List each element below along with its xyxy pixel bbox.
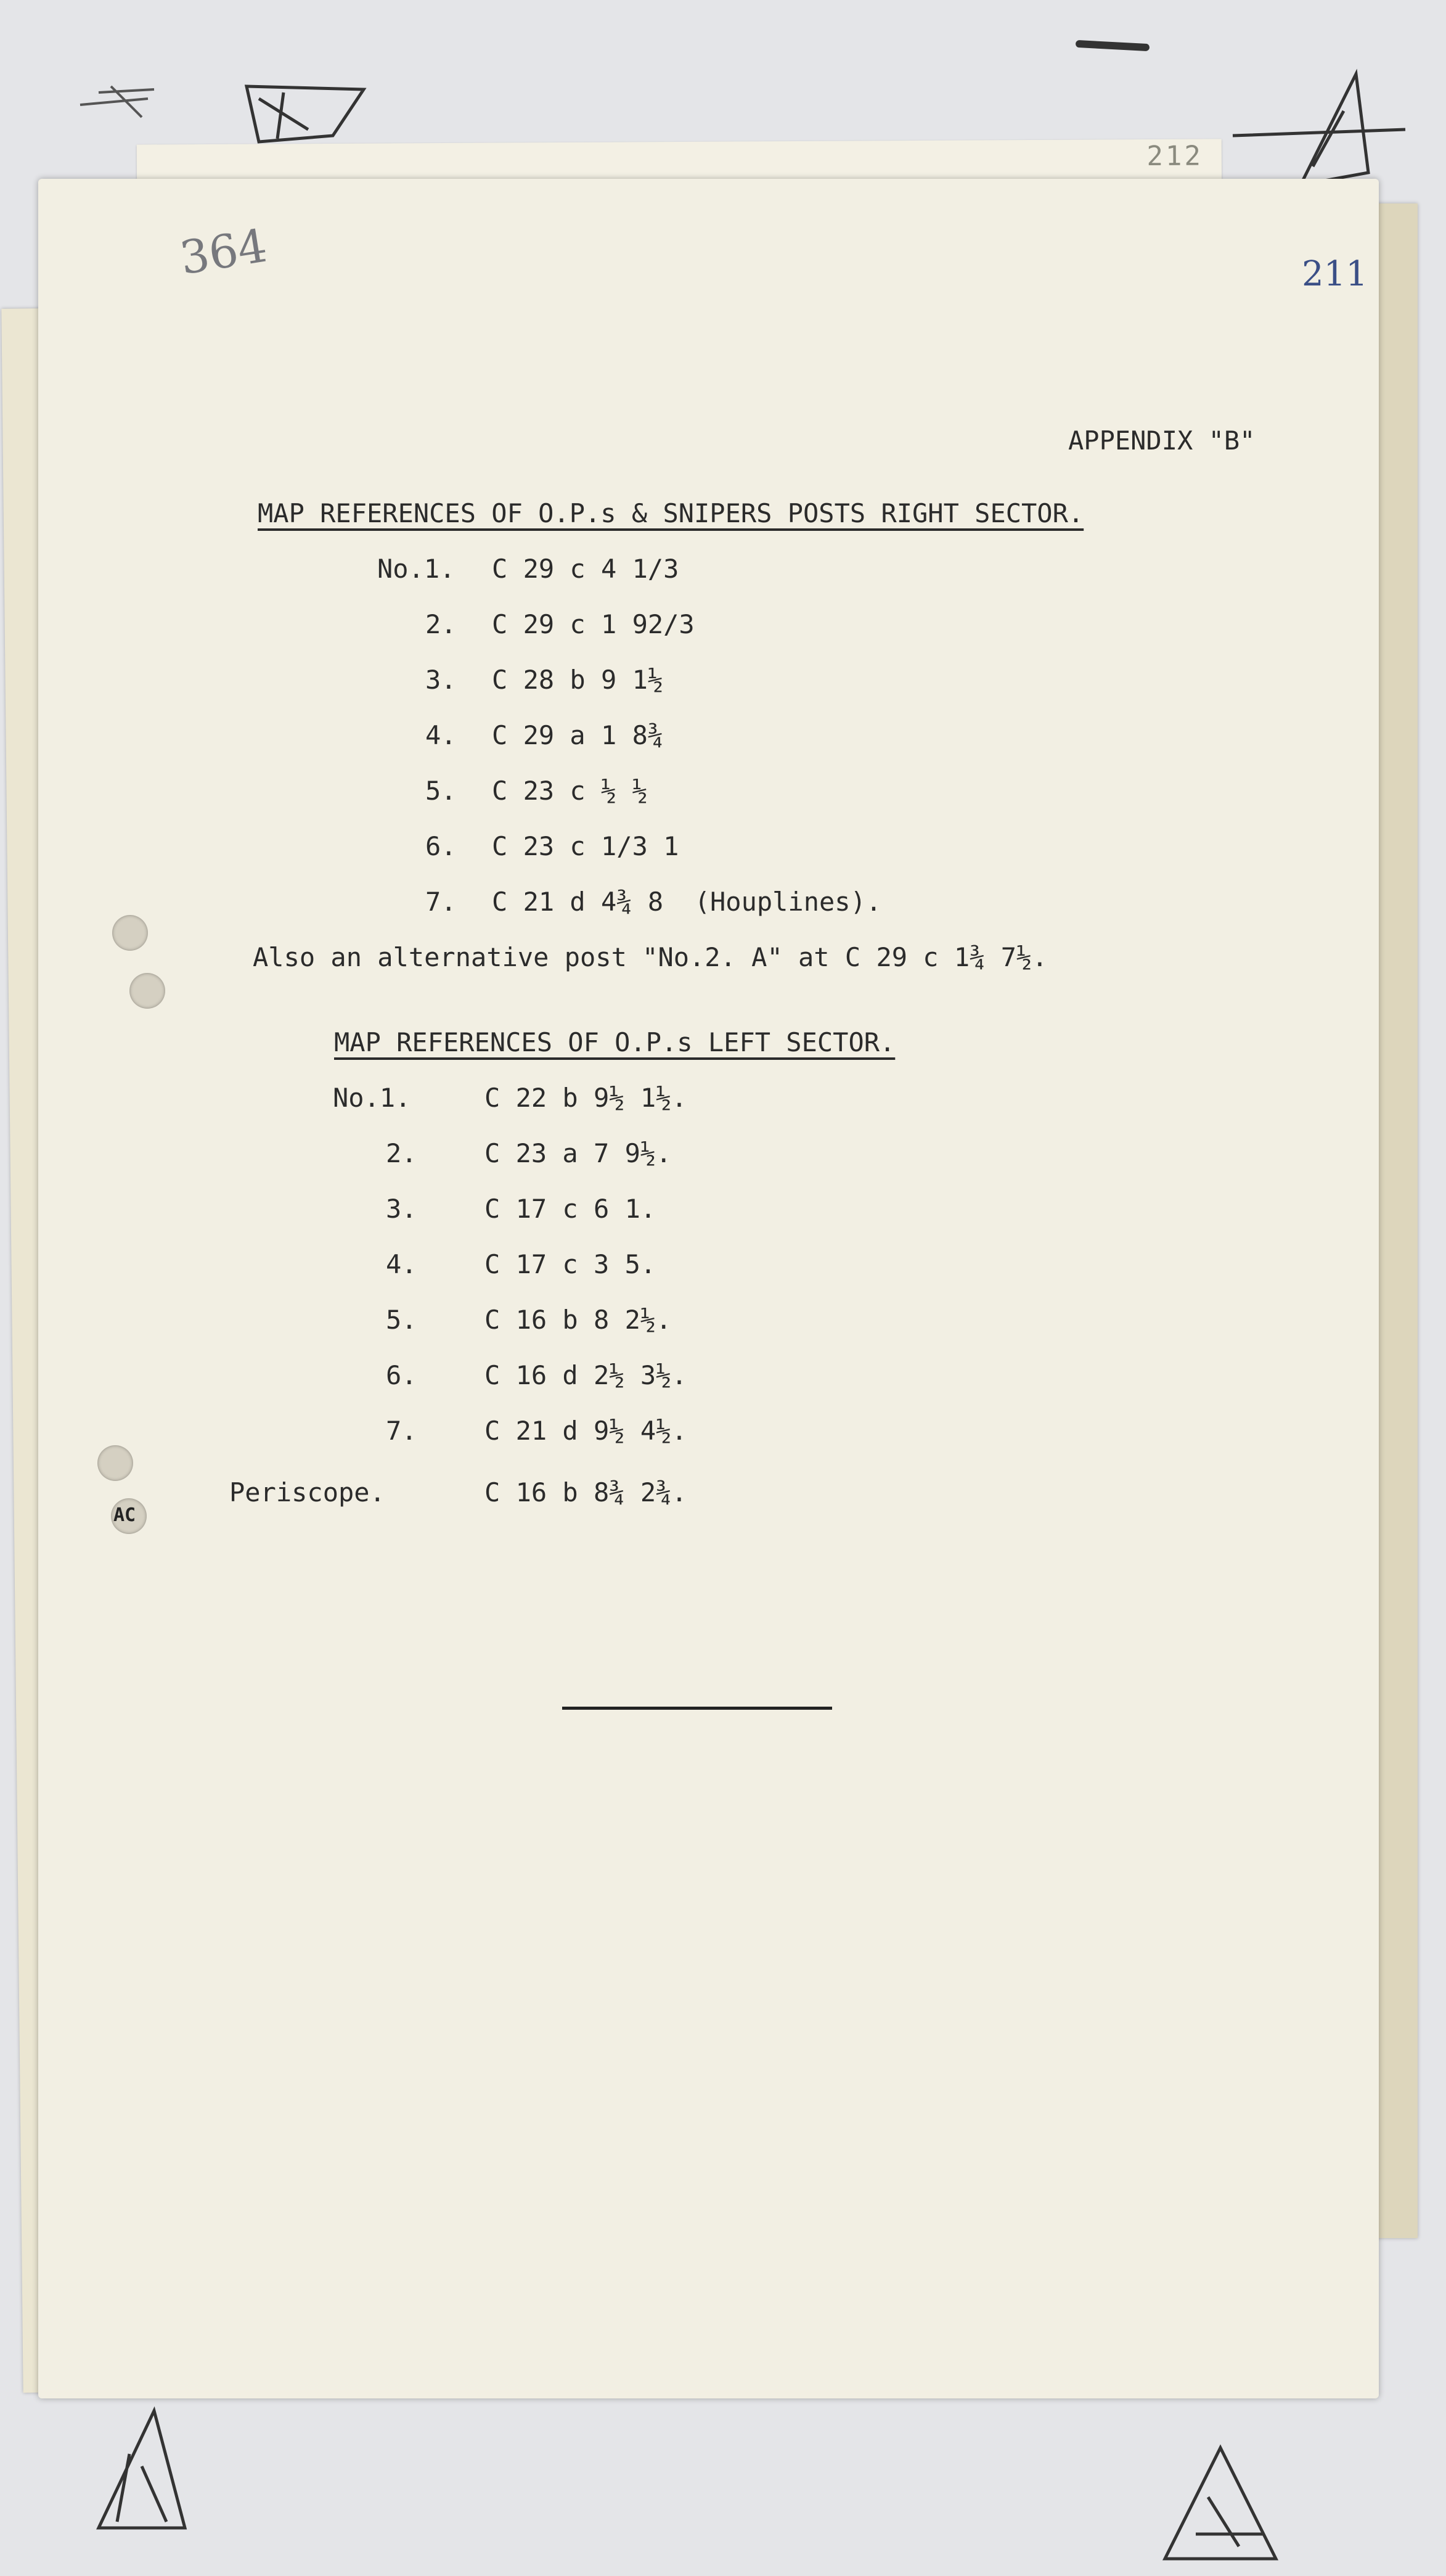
right-row-7-ref: C 21 d 4¾ 8 (Houplines). <box>492 887 882 917</box>
left-row-7-num: 7. <box>386 1416 417 1446</box>
pencil-sketch-bottom-right <box>1140 2423 1325 2571</box>
hole-mark-text: AC <box>113 1504 136 1526</box>
pencil-folio-number: 364 <box>176 219 271 285</box>
right-row-2-ref: C 29 c 1 92/3 <box>492 609 695 639</box>
left-row-5-num: 5. <box>386 1305 417 1335</box>
right-sector-note: Also an alternative post "No.2. A" at C 29 c 1¾ 7½. <box>253 942 1048 972</box>
punch-hole-2 <box>129 973 165 1009</box>
right-row-4-num: 4. <box>425 720 457 750</box>
left-row-1-ref: C 22 b 9½ 1½. <box>484 1083 687 1113</box>
left-row-3-ref: C 17 c 6 1. <box>484 1194 656 1224</box>
right-row-2-num: 2. <box>425 609 457 639</box>
tab-folio-number: 212 <box>1146 140 1204 173</box>
left-row-periscope-num: Periscope. <box>229 1477 385 1507</box>
pencil-sketch-top-left <box>74 62 382 154</box>
right-row-5-num: 5. <box>425 776 457 806</box>
left-row-2-num: 2. <box>386 1138 417 1168</box>
right-row-7-num: 7. <box>425 887 457 917</box>
right-sector-heading: MAP REFERENCES OF O.P.s & SNIPERS POSTS RIGHT SECTOR. <box>258 498 1084 528</box>
right-row-3-num: 3. <box>425 665 457 695</box>
stamped-folio-number: 211 <box>1302 254 1368 294</box>
left-row-7-ref: C 21 d 9½ 4½. <box>484 1416 687 1446</box>
right-row-1-ref: C 29 c 4 1/3 <box>492 554 679 584</box>
left-row-4-num: 4. <box>386 1249 417 1279</box>
left-row-4-ref: C 17 c 3 5. <box>484 1249 656 1279</box>
right-row-3-ref: C 28 b 9 1½ <box>492 665 664 695</box>
left-row-6-ref: C 16 d 2½ 3½. <box>484 1360 687 1390</box>
closing-rule <box>562 1707 832 1710</box>
punch-hole-1 <box>112 915 148 951</box>
left-sector-heading: MAP REFERENCES OF O.P.s LEFT SECTOR. <box>334 1027 896 1057</box>
appendix-label: APPENDIX "B" <box>1068 425 1256 456</box>
left-row-6-num: 6. <box>386 1360 417 1390</box>
right-row-1-num: No.1. <box>377 554 455 584</box>
right-row-6-num: 6. <box>425 831 457 861</box>
pencil-sketch-bottom-left <box>62 2398 222 2553</box>
left-row-5-ref: C 16 b 8 2½. <box>484 1305 672 1335</box>
pencil-sketch-top-right <box>1220 62 1430 197</box>
left-row-periscope-ref: C 16 b 8¾ 2¾. <box>484 1477 687 1507</box>
left-row-2-ref: C 23 a 7 9½. <box>484 1138 672 1168</box>
right-row-4-ref: C 29 a 1 8¾ <box>492 720 664 750</box>
right-row-5-ref: C 23 c ½ ½ <box>492 776 648 806</box>
pencil-stroke-top <box>1076 40 1150 51</box>
punch-hole-3 <box>97 1445 133 1481</box>
right-row-6-ref: C 23 c 1/3 1 <box>492 831 679 861</box>
left-row-1-num: No.1. <box>333 1083 411 1113</box>
left-row-3-num: 3. <box>386 1194 417 1224</box>
